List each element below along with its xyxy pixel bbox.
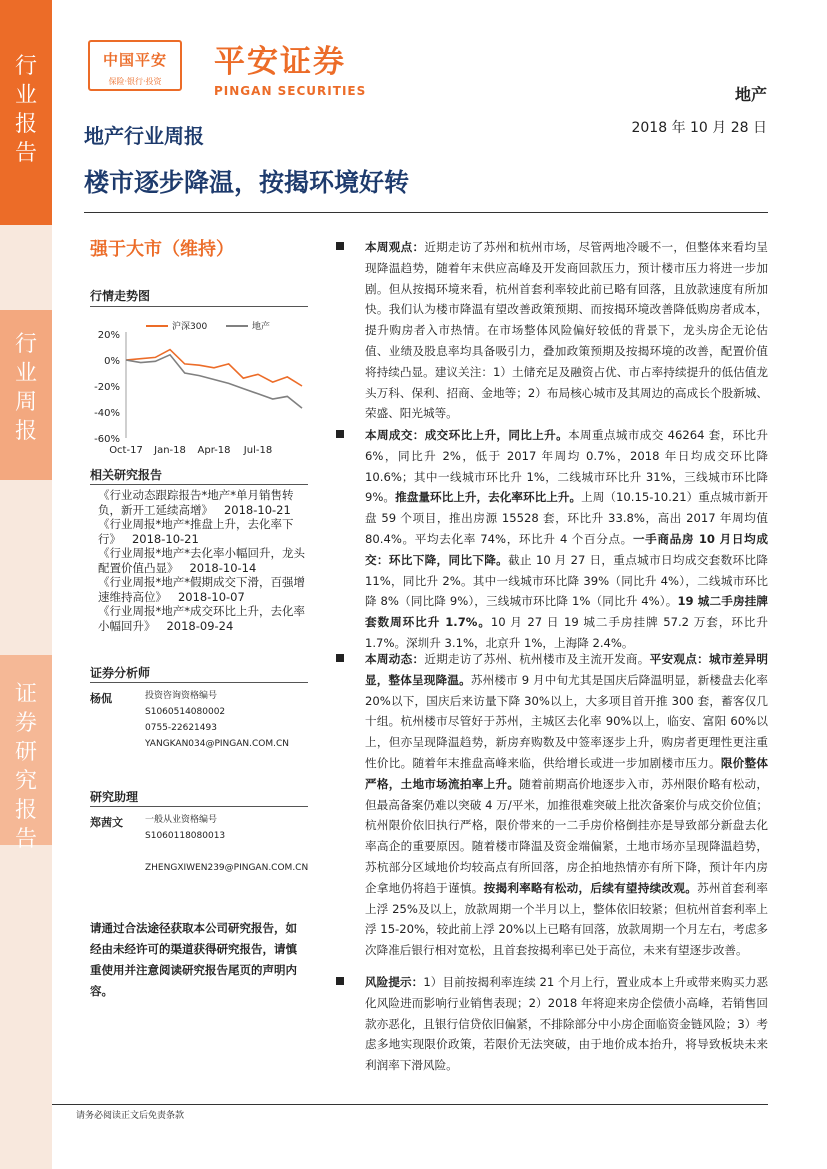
band-char: 业 <box>14 361 37 386</box>
report-title: 《行业动态跟踪报告*地产*单月销售转负，新开工延续高增》 <box>98 488 294 517</box>
legend-label: 地产 <box>252 322 271 332</box>
bullet-icon <box>336 654 344 662</box>
y-tick-label: -40% <box>94 408 120 419</box>
bold-text: 本周观点： <box>365 240 425 254</box>
body-text: 近期走访了苏州、杭州楼市及主流开发商。 <box>424 652 650 666</box>
assistant-name: 郑茜文 <box>90 816 123 829</box>
brand-cn: 平安证券 <box>214 44 346 80</box>
chart-section-title: 行情走势图 <box>90 289 151 303</box>
section-divider <box>90 484 308 485</box>
band-char: 券 <box>14 711 37 736</box>
section-divider <box>90 806 308 807</box>
bold-text: 限价整体严格，土地市场流拍率上升。 <box>365 755 768 791</box>
report-date: 2018-10-07 <box>167 589 245 604</box>
securities-research-label <box>0 680 52 854</box>
header-divider <box>84 212 768 213</box>
disclaimer: 请通过合法途径获取本公司研究报告，如经由未经许可的渠道获得研究报告，请慎重使用并注意阅读研究报告尾页的声明内容。 <box>90 921 297 998</box>
rating: 强于大市（维持） <box>90 239 234 260</box>
industry-report-label <box>0 52 52 168</box>
body-text: 苏州首套利率上浮 25%及以上，放款周期一个半月以上，整体依旧较紧；但杭州首套利率上浮 15-20%，较此前上浮 20%以上已略有回落，放款周期一个月左右，考虑多次降准后银行相对宽松，且首套按揭利率已处于高位，未来有望逐步改善。 <box>365 880 768 958</box>
related-report-item <box>98 546 308 575</box>
report-date: 2018-09-24 <box>155 618 234 633</box>
analyst-info <box>145 688 289 752</box>
report-type: 地产行业周报 <box>84 124 204 148</box>
bold-text: 推盘量环比上升，去化率环比上升。 <box>395 490 582 505</box>
bold-text: 本周成交：成交环比上升，同比上升。 <box>365 428 569 442</box>
industry-label: 地产 <box>734 85 767 104</box>
band-char: 证 <box>14 682 37 707</box>
group-name: 中国平安 <box>102 51 167 69</box>
x-tick-label: Jul-18 <box>243 445 273 456</box>
y-tick-label: -60% <box>94 434 120 445</box>
weekly-view-paragraph <box>340 237 768 424</box>
bold-text: 19 城二手房挂牌套数周环比升 1.7%。 <box>365 594 768 630</box>
report-date: 2018-10-21 <box>213 502 291 517</box>
footer-note: 请务必阅读正文后免责条款 <box>76 1111 185 1121</box>
y-tick-label: -20% <box>94 382 120 393</box>
bullet-icon <box>336 977 344 985</box>
report-title: 《行业周报*地产*成交环比上升，去化率小幅回升》 <box>98 604 305 633</box>
pingan-group-logo <box>88 40 182 91</box>
body-text: 苏州楼市 9 月中旬尤其是国庆后降温明显，新楼盘去化率 20%以下，国庆后来访量下降 30%以上，大多项目首开推 300 套，蓄客仅几十组。杭州楼市尽管好于苏州，主城区去化率 90%以上，临安、富阳 60%以上，但亦呈现降温趋势，新房弃购数及中签率逐步上升，购房者更理性更注重性价比。随着年末推盘高峰来临，供给增长或进一步加剧楼市压力。 <box>365 672 768 770</box>
assistant-cert-label: 一般从业资格编号 <box>145 815 218 825</box>
report-date: 2018-10-14 <box>178 560 257 575</box>
band-char: 告 <box>14 141 37 166</box>
page-title: 楼市逐步降温，按揭环境好转 <box>84 168 410 197</box>
report-date: 2018-10-21 <box>121 531 199 546</box>
analyst-email: YANGKAN034@PINGAN.COM.CN <box>145 739 290 749</box>
weekly-report-label <box>0 330 52 446</box>
legend-label: 沪深300 <box>172 322 208 332</box>
analyst-phone: 0755-22621493 <box>145 723 217 733</box>
weekly-dynamics-paragraph <box>340 649 768 961</box>
band-char: 业 <box>14 83 37 108</box>
y-tick-label: 20% <box>97 330 120 341</box>
band-char: 行 <box>14 332 37 357</box>
assistant-email: ZHENGXIWEN239@PINGAN.COM.CN <box>145 863 309 873</box>
related-report-item <box>98 517 308 546</box>
band-char: 告 <box>14 827 37 852</box>
analyst-name: 杨侃 <box>90 692 112 705</box>
brand-en: PINGAN SECURITIES <box>214 84 367 98</box>
bullet-icon <box>336 242 344 250</box>
footer-divider <box>52 1104 768 1105</box>
related-report-item <box>98 488 308 517</box>
related-reports-title: 相关研究报告 <box>90 468 163 482</box>
body-text: 1）目前按揭利率连续 21 个月上行，置业成本上升或带来购买力恶化风险进而影响行业销售表现；2）2018 年将迎来房企偿债小高峰，若销售回款亦恶化，且银行信贷依旧偏紧，不排除部分中小房企面临资金链风险；3）考虑多地实现限价政策，若限价无法突破，由于地价成本抬升，将导致板块未来利润率下滑风险。 <box>365 975 768 1073</box>
analyst-cert-label: 投资咨询资格编号 <box>145 691 218 701</box>
report-date: 2018 年 10 月 28 日 <box>631 120 767 136</box>
pingan-securities-logo <box>214 36 366 98</box>
x-tick-label: Jan-18 <box>154 445 186 456</box>
body-text: 本周重点城市成交 46264 套，环比升 6%，同比升 2%，低于 2017 年周均 0.7%，2018 年日均成交环比降 10.6%；其中一线城市环比升 1%，二线城市环比升 31%，三线城市环比降 9%。 <box>365 428 768 505</box>
body-text: 随着前期高价地逐步入市，苏州限价略有松动，但最高备案仍难以突破 4 万/平米，加推很难突破上批次备案价与成交价位值；杭州限价依旧执行严格，限价带来的一二手房价格倒挂亦是导致部分新盘去化率高企的重要原因。随着楼市降温及资金端偏紧，土地市场亦呈现降温趋势，苏杭部分区域地价均较高点有所回落，房企拍地热情亦有所下降，预计年内房企拿地仍将趋于谨慎。 <box>365 776 768 895</box>
report-title: 《行业周报*地产*假期成交下滑，百强增速维持高位》 <box>98 575 305 604</box>
report-title: 《行业周报*地产*去化率小幅回升，龙头配置价值凸显》 <box>98 546 305 575</box>
related-reports-list <box>98 488 308 633</box>
y-tick-label: 0% <box>104 356 120 367</box>
body-text: 上周（10.15-10.21）重点城市新开盘 59 个项目，推出房源 15528 套，环比升 33.8%，高出 2017 年周均值 80.4%。平均去化率 74%，环比升 4 个百分点。 <box>365 490 768 546</box>
assistant-info <box>145 812 315 876</box>
body-text: 截止 10 月 27 日，重点城市日均成交套数环比降 11%，同比升 2%。其中一线城市环比降 39%（同比升 4%），二线城市环比降 8%（同比降 9%），三线城市环比降 1%（同比升 4%）。 <box>365 552 768 609</box>
bullet-icon <box>336 430 344 438</box>
related-report-item <box>98 604 308 633</box>
band-char: 究 <box>14 769 37 794</box>
band-char: 报 <box>14 798 37 823</box>
bold-text: 一手商品房 10 月日均成交：环比下降，同比下降。 <box>365 531 768 567</box>
x-tick-label: Apr-18 <box>197 445 231 456</box>
series-line-hs300 <box>126 350 302 386</box>
analysts-title: 证券分析师 <box>90 666 151 680</box>
band-char: 周 <box>14 390 37 415</box>
band-char: 研 <box>14 740 37 765</box>
band-char: 报 <box>14 419 37 444</box>
assistant-title: 研究助理 <box>90 790 139 804</box>
related-report-item <box>98 575 308 604</box>
section-divider <box>90 682 308 683</box>
band-char: 报 <box>14 112 37 137</box>
analyst-cert-no: S1060514080002 <box>145 707 226 717</box>
report-title: 《行业周报*地产*推盘上升，去化率下行》 <box>98 517 294 546</box>
x-tick-label: Oct-17 <box>109 445 143 456</box>
band-char: 行 <box>14 54 37 79</box>
assistant-cert-no: S1060118080013 <box>145 831 226 841</box>
risk-warning-paragraph <box>340 972 768 1076</box>
body-text: 近期走访了苏州和杭州市场，尽管两地冷暖不一，但整体来看均呈现降温趋势，随着年末供应高峰及开发商回款压力，预计楼市压力将进一步加剧。但从按揭环境来看，杭州首套利率较此前已略有回落，且放款速度有所加快。我们认为楼市降温有望改善政策预期、而按揭环境改善降低购房者成本，提升购房者入市热情。在市场整体风险偏好较低的背景下，龙头房企无论估值、业绩及股息率均具备吸引力，叠加政策预期及按揭环境的改善，配置价值将持续凸显。建议关注：1）土储充足及融资占优、市占率持续提升的低估值龙头万科、保利、招商、金地等；2）布局核心城市及其周边的高成长个股新城、荣盛、阳光城等。 <box>365 240 768 421</box>
section-divider <box>90 306 308 307</box>
group-tagline: 保险·银行·投资 <box>108 77 162 86</box>
bold-text: 平安观点：城市差异明显，整体呈现降温。 <box>365 652 768 687</box>
market-trend-chart <box>88 314 310 459</box>
bold-text: 按揭利率略有松动，后续有望持续改观。 <box>483 880 698 895</box>
body-text: 10 月 27 日 19 城二手房挂牌 57.2 万套，环比升 1.7%。深圳升 3.1%，北京升 1%，上海降 2.4%。 <box>365 615 768 650</box>
bold-text: 本周动态： <box>365 652 425 666</box>
bold-text: 风险提示： <box>365 975 424 989</box>
weekly-transactions-paragraph <box>340 425 768 654</box>
